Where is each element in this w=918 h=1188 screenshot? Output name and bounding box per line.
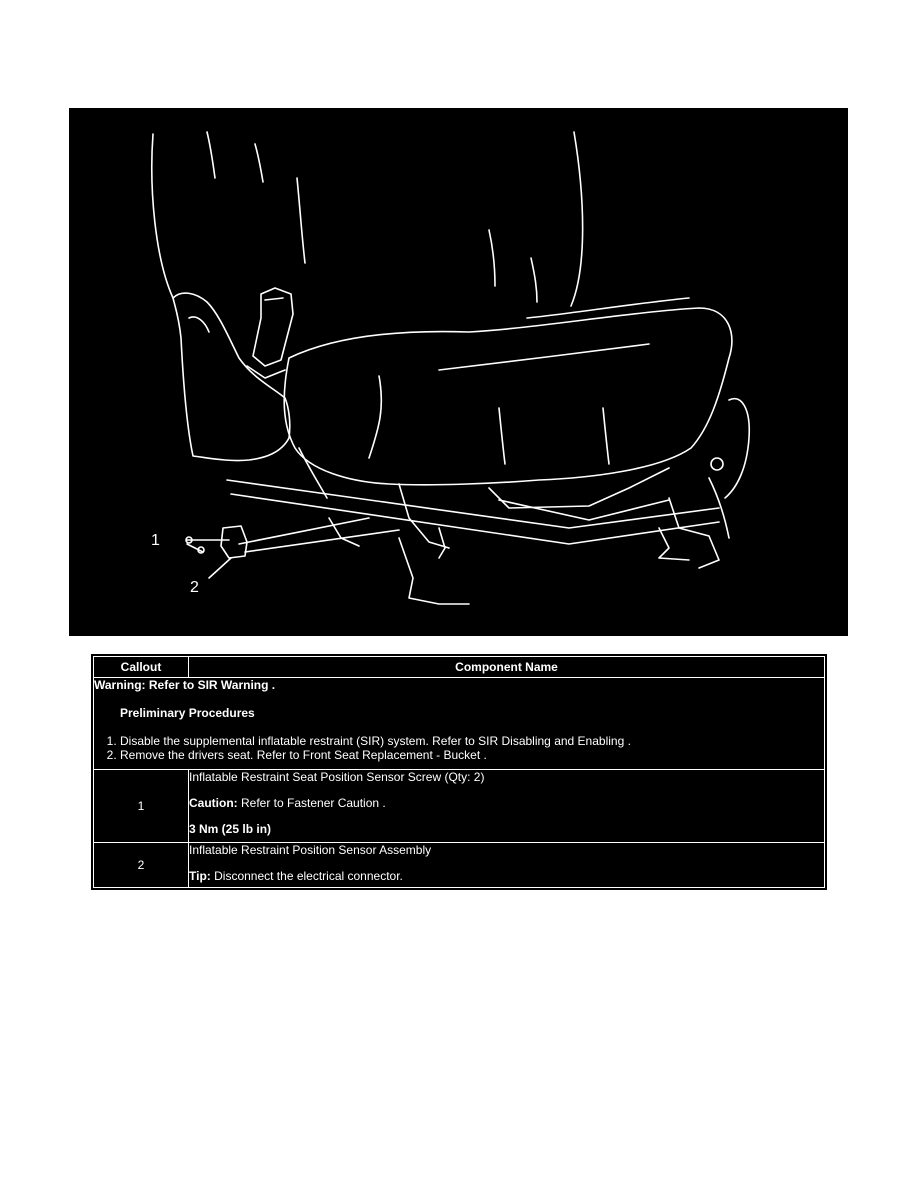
- sir-warning-link[interactable]: SIR Warning: [197, 678, 269, 692]
- callout-number-1: 1: [151, 532, 160, 549]
- component-name: Inflatable Restraint Seat Position Sensor Screw (Qty: 2): [189, 770, 485, 785]
- callout-number-2: 2: [190, 579, 199, 596]
- table-row: [94, 770, 825, 843]
- row-component: [189, 843, 825, 888]
- front-seat-replacement-link[interactable]: Front Seat Replacement - Bucket: [302, 748, 481, 762]
- row-callout: 2: [94, 843, 189, 888]
- position-sensor: [221, 526, 247, 558]
- preliminary-title: Preliminary Procedures: [120, 706, 255, 720]
- warning-end: .: [268, 678, 276, 692]
- callout-table: [93, 656, 825, 888]
- row-component: [189, 770, 825, 843]
- seat-illustration: [69, 108, 848, 636]
- tip-label: Tip:: [189, 869, 211, 884]
- procedure-table: [89, 652, 829, 892]
- tip-line: Tip: Disconnect the electrical connector.: [189, 869, 403, 884]
- preliminary-steps: [94, 734, 824, 762]
- table-row: [94, 843, 825, 888]
- fastener-caution-link[interactable]: Fastener Caution: [287, 796, 380, 811]
- caution-line: Caution: Refer to Fastener Caution .: [189, 796, 386, 811]
- torque-spec: 3 Nm (25 lb in): [189, 822, 272, 837]
- row-callout: 1: [94, 770, 189, 843]
- seat-back-left-edge: [152, 134, 173, 298]
- step-item: 1. Disable the supplemental inflatable restraint (SIR) system. Refer to SIR Disabling and Enabling .: [120, 734, 824, 748]
- step-item: 2. Remove the drivers seat. Refer to Front Seat Replacement - Bucket .: [120, 748, 824, 762]
- component-name: Inflatable Restraint Position Sensor Assembly: [189, 843, 432, 858]
- header-callout: Callout: [94, 657, 189, 678]
- preliminary-row: [94, 678, 825, 770]
- caution-label: Caution:: [189, 796, 238, 811]
- seat-line-drawing: [69, 108, 848, 636]
- seat-back-right-edge: [571, 132, 583, 306]
- sir-disabling-enabling-link[interactable]: SIR Disabling and Enabling: [478, 734, 625, 748]
- table-header-row: [94, 657, 825, 678]
- preliminary-cell: [94, 678, 825, 770]
- seat-cushion: [284, 308, 732, 485]
- warning-label: Warning: Refer to: [94, 678, 195, 692]
- warning-line: [94, 678, 824, 692]
- header-component-name: Component Name: [189, 657, 825, 678]
